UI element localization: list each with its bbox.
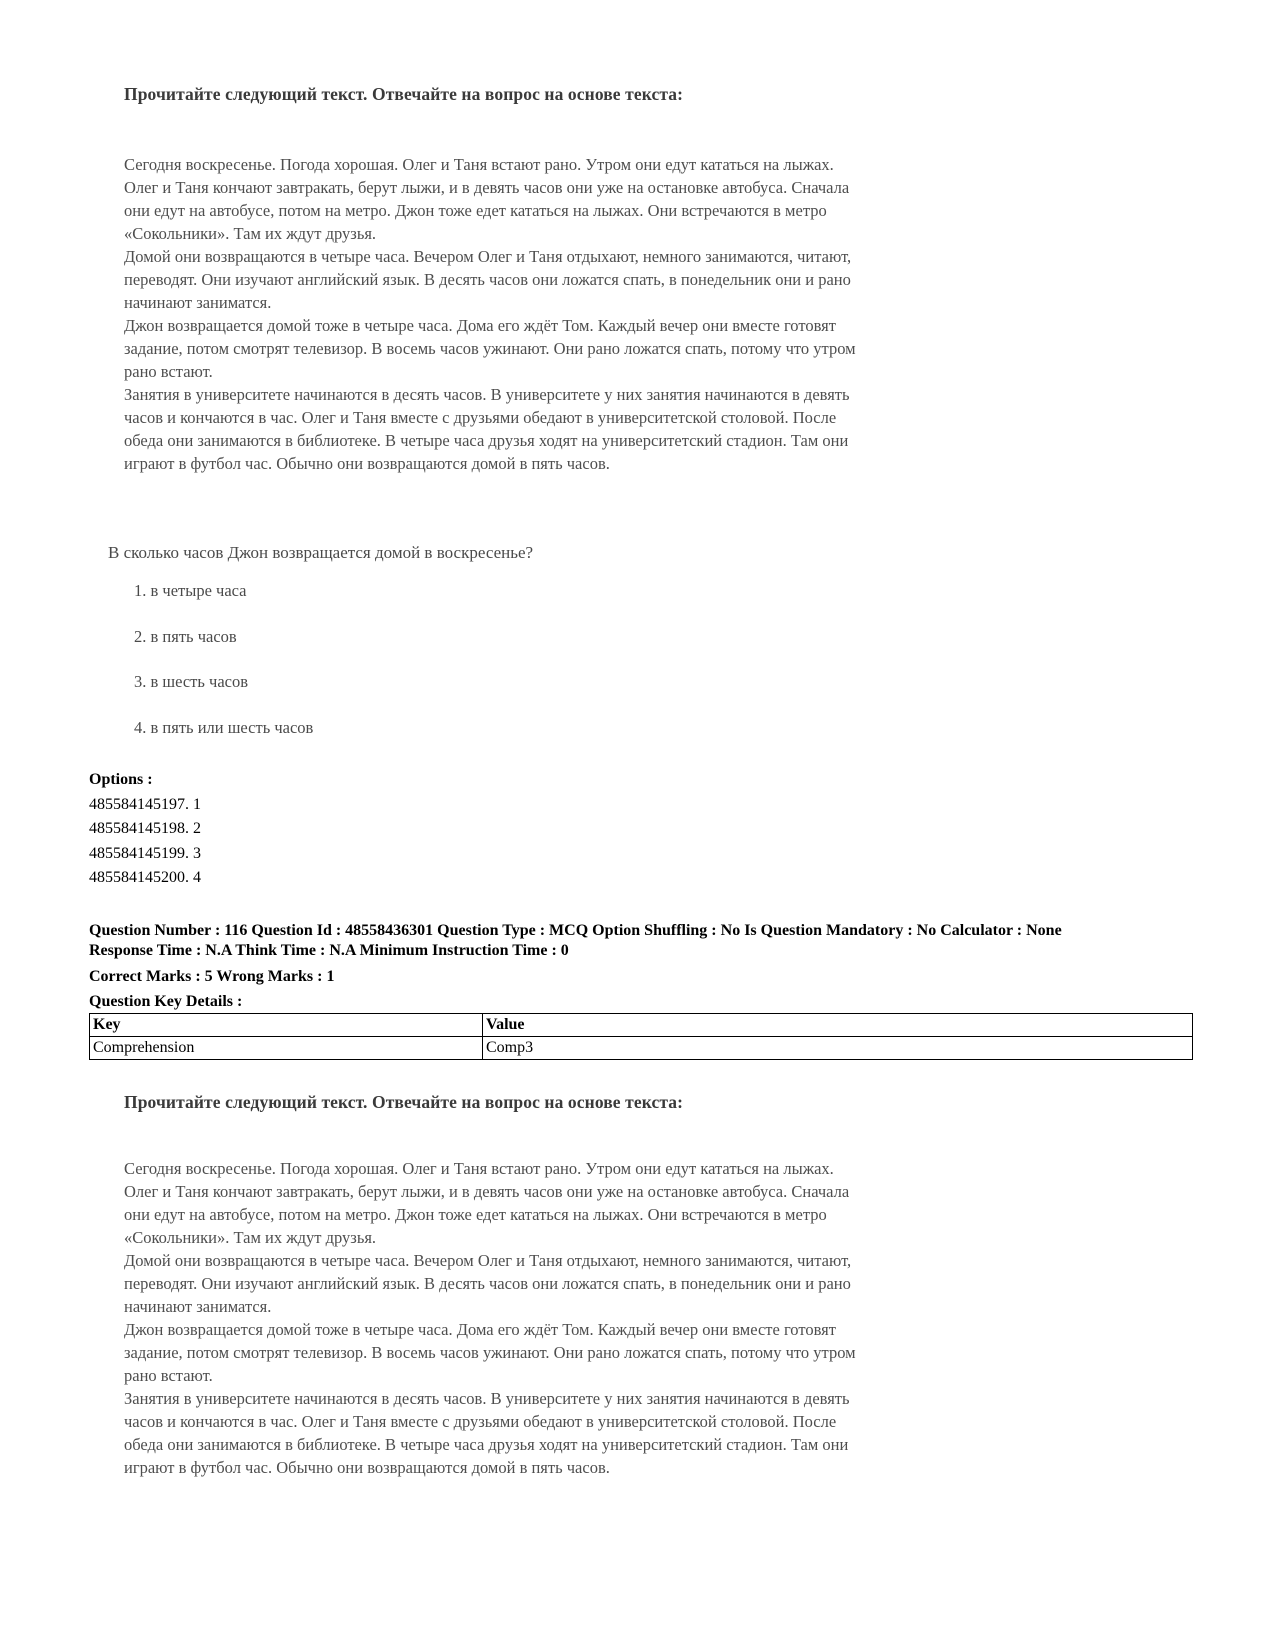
options-section — [89, 768, 201, 891]
passage-line: начинают заниматся. — [124, 293, 272, 312]
passage-heading: Прочитайте следующий текст. Отвечайте на вопрос на основе текста: — [124, 84, 684, 104]
passage-line: они едут на автобусе, потом на метро. Джон тоже едет кататься на лыжах. Они встречаются в метро — [124, 1205, 827, 1224]
passage-line: «Сокольники». Там их ждут друзья. — [124, 224, 377, 243]
passage-body — [124, 153, 1024, 475]
passage-line: Занятия в университете начинаются в десять часов. В университете у них занятия начинаются в девять — [124, 385, 850, 404]
passage-line: часов и кончаются в час. Олег и Таня вместе с друзьями обедают в университетской столовой. После — [124, 1412, 837, 1431]
passage-line: Джон возвращается домой тоже в четыре часа. Дома его ждёт Том. Каждый вечер они вместе готовят — [124, 1320, 836, 1339]
passage-line: «Сокольники». Там их ждут друзья. — [124, 1228, 377, 1247]
key-details-label: Question Key Details : — [89, 993, 243, 1010]
passage-line: Олег и Таня кончают завтракать, берут лыжи, и в девять часов они уже на остановке автобуса. Сначала — [124, 178, 850, 197]
question-text: В сколько часов Джон возвращается домой в воскресенье? — [108, 543, 534, 562]
marks-info-line: Correct Marks : 5 Wrong Marks : 1 — [89, 968, 335, 985]
passage-line: играют в футбол час. Обычно они возвращаются домой в пять часов. — [124, 1458, 610, 1477]
passage-image-1 — [124, 84, 1024, 475]
option-item: 485584145200. 4 — [89, 869, 201, 886]
passage-line: обеда они занимаются в библиотеке. В четыре часа друзья ходят на университетский стадион. Там они — [124, 431, 849, 450]
passage-line: Домой они возвращаются в четыре часа. Вечером Олег и Таня отдыхают, немного занимаются, читают, — [124, 1251, 852, 1270]
table-header-key: Key — [90, 1014, 483, 1037]
answer-item: 4. в пять или шесть часов — [134, 717, 314, 737]
passage-line: Сегодня воскресенье. Погода хорошая. Олег и Таня встают рано. Утром они едут кататься на лыжах. — [124, 155, 834, 174]
passage-line: играют в футбол час. Обычно они возвращаются домой в пять часов. — [124, 454, 610, 473]
answer-list — [108, 581, 1008, 763]
table-row — [90, 1037, 1193, 1060]
options-label: Options : — [89, 771, 153, 788]
passage-line: Олег и Таня кончают завтракать, берут лыжи, и в девять часов они уже на остановке автобуса. Сначала — [124, 1182, 850, 1201]
passage-line: Занятия в университете начинаются в десять часов. В университете у них занятия начинаются в девять — [124, 1389, 850, 1408]
option-item: 485584145199. 3 — [89, 844, 201, 862]
passage-line: они едут на автобусе, потом на метро. Джон тоже едет кататься на лыжах. Они встречаются в метро — [124, 201, 827, 220]
passage-line: задание, потом смотрят телевизор. В восемь часов ужинают. Они рано ложатся спать, потому что утром — [124, 1343, 856, 1362]
question-image — [108, 543, 1008, 763]
passage-line: рано встают. — [124, 1366, 213, 1385]
question-meta — [89, 921, 1199, 1014]
table-cell-value: Comp3 — [483, 1037, 1193, 1060]
passage-image-2 — [124, 1092, 1024, 1479]
passage-line: задание, потом смотрят телевизор. В восемь часов ужинают. Они рано ложатся спать, потому что утром — [124, 339, 856, 358]
passage-line: обеда они занимаются в библиотеке. В четыре часа друзья ходят на университетский стадион. Там они — [124, 1435, 849, 1454]
question-key-table — [89, 1013, 1193, 1060]
passage-line: рано встают. — [124, 362, 213, 381]
option-item: 485584145197. 1 — [89, 795, 201, 813]
passage-line: переводят. Они изучают английский язык. В десять часов они ложатся спать, в понедельник они и рано — [124, 270, 851, 289]
passage-body — [124, 1157, 1024, 1479]
table-header-value: Value — [483, 1014, 1193, 1037]
passage-heading: Прочитайте следующий текст. Отвечайте на вопрос на основе текста: — [124, 1092, 684, 1112]
passage-line: Домой они возвращаются в четыре часа. Вечером Олег и Таня отдыхают, немного занимаются, читают, — [124, 247, 852, 266]
answer-item: 1. в четыре часа — [134, 581, 247, 600]
passage-line: Джон возвращается домой тоже в четыре часа. Дома его ждёт Том. Каждый вечер они вместе готовят — [124, 316, 836, 335]
answer-item: 2. в пять часов — [134, 626, 237, 646]
passage-line: часов и кончаются в час. Олег и Таня вместе с друзьями обедают в университетской столовой. После — [124, 408, 837, 427]
option-item: 485584145198. 2 — [89, 820, 201, 837]
passage-line: переводят. Они изучают английский язык. В десять часов они ложатся спать, в понедельник они и рано — [124, 1274, 851, 1293]
answer-item: 3. в шесть часов — [134, 672, 249, 691]
passage-line: Сегодня воскресенье. Погода хорошая. Олег и Таня встают рано. Утром они едут кататься на лыжах. — [124, 1159, 834, 1178]
passage-line: начинают заниматся. — [124, 1297, 272, 1316]
table-cell-key: Comprehension — [90, 1037, 483, 1060]
question-info-line: Question Number : 116 Question Id : 48558436301 Question Type : MCQ Option Shuffling : No Is Question Mandatory : No Calculator : None — [89, 922, 1062, 939]
table-header-row — [90, 1014, 1193, 1037]
timing-info-line: Response Time : N.A Think Time : N.A Minimum Instruction Time : 0 — [89, 942, 569, 959]
